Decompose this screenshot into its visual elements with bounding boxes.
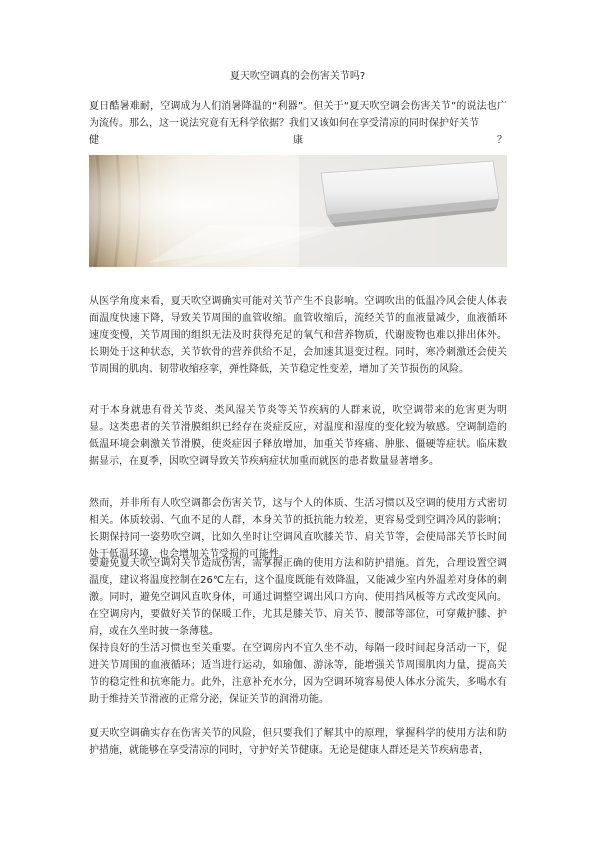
body-paragraph-5: 保持良好的生活习惯也至关重要。在空调房内不宜久坐不动，每隔一段时间起身活动一下，促进关节周围的血液循环；适当进行运动，如瑜伽、游泳等，能增强关节周围肌肉力量，提高关节的稳定性和抗寒能力。此外，注意补充水分，因为空调环境容易使人体水分流失，多喝水有助于维持关节滑液的正常分泌，保证关节的润滑功能。 <box>89 643 507 705</box>
body-paragraph-2: 对于本身就患有骨关节炎、类风湿关节炎等关节疾病的人群来说，吹空调带来的危害更为明显。这类患者的关节滑膜组织已经存在炎症反应，对温度和湿度的变化较为敏感。空调制造的低温环境会刺激关节滑膜，使炎症因子释放增加，加重关节疼痛、肿胀、僵硬等症状。临床数据显示，在夏季，因吹空调导致关节疾病症状加重而就医的患者数量显著增多。 <box>89 405 507 467</box>
air-conditioner-photo <box>89 155 507 267</box>
air-conditioner-illustration <box>89 155 507 267</box>
body-paragraph-3: 然而，并非所有人吹空调都会伤害关节，这与个人的体质、生活习惯以及空调的使用方式密切相关。体质较弱、气血不足的人群，本身关节的抵抗能力较差，更容易受到空调冷风的影响；长期保持同一姿势吹空调，比如久坐时让空调风直吹膝关节、肩关节等，会使局部关节长时间处于低温环境，也会增加关节受损的可能性。 <box>89 498 507 560</box>
body-paragraph-1: 从医学角度来看，夏天吹空调确实可能对关节产生不良影响。空调吹出的低温冷风会使人体表面温度快速下降，导致关节周围的血管收缩。血管收缩后，流经关节的血液量减少，血液循环速度变慢，关节周围的组织无法及时获得充足的氧气和营养物质，代谢废物也难以排出体外。长期处于这种状态，关节软骨的营养供给不足，会加速其退变过程。同时，寒冷刺激还会使关节周围的肌肉、韧带收缩痉挛，弹性降低，关节稳定性变差，增加了关节损伤的风险。 <box>89 296 507 375</box>
article-title: 夏天吹空调真的会伤害关节吗? <box>229 71 366 82</box>
body-paragraph-4: 要避免夏天吹空调对关节造成伤害，需掌握正确的使用方法和防护措施。首先，合理设置空调温度，建议将温度控制在26℃左右，这个温度既能有效降温，又能减少室内外温差对身体的刺激。同时，避免空调风直吹身体，可通过调整空调出风口方向、使用挡风板等方式改变风向。在空调房内，要做好关节的保暖工作，尤其是膝关节、肩关节、腰部等部位，可穿戴护膝、护肩，或在久坐时披一条薄毯。 <box>89 558 507 637</box>
body-paragraph-6: 夏天吹空调确实存在伤害关节的风险，但只要我们了解其中的原理，掌握科学的使用方法和防护措施，就能够在享受清凉的同时，守护好关节健康。无论是健康人群还是关节疾病患者， <box>89 728 507 756</box>
intro-paragraph <box>89 98 507 132</box>
intro-text: 夏日酷暑难耐，空调成为人们消暑降温的“利器”。但关于“夏天吹空调会伤害关节”的说法也广为流传。那么，这一说法究竟有无科学依据？我们又该如何在享受清凉的同时保护好关节 <box>89 101 507 129</box>
intro-paragraph-last-line: 健康？ <box>89 135 507 146</box>
